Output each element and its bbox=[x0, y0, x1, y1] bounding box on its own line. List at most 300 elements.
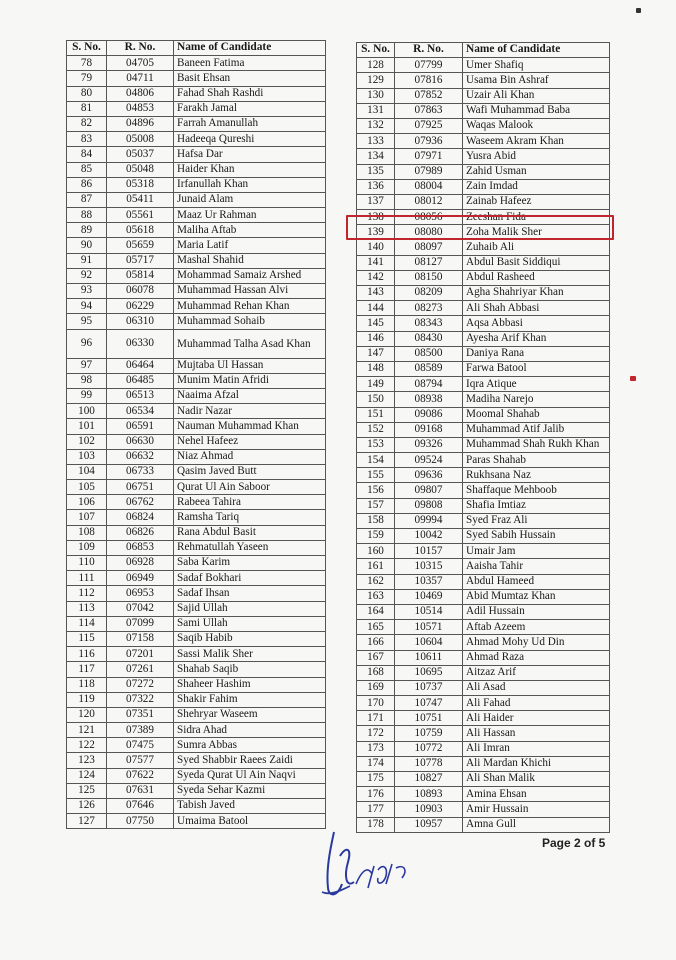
serial-number-cell: 172 bbox=[357, 726, 395, 741]
candidate-name-cell: Aitzaz Arif bbox=[463, 665, 610, 680]
table-row bbox=[357, 134, 610, 149]
roll-number-cell: 04705 bbox=[107, 56, 174, 71]
table-row bbox=[357, 802, 610, 817]
candidate-name-cell: Moomal Shahab bbox=[463, 407, 610, 422]
candidate-name-cell: Irfanullah Khan bbox=[174, 177, 326, 192]
table-row bbox=[67, 510, 326, 525]
roll-number-cell: 08127 bbox=[395, 255, 463, 270]
roll-number-cell: 07272 bbox=[107, 677, 174, 692]
candidate-name-cell: Syed Shabbir Raees Zaidi bbox=[174, 753, 326, 768]
table-row bbox=[67, 223, 326, 238]
candidate-name-cell: Syeda Qurat Ul Ain Naqvi bbox=[174, 768, 326, 783]
roll-number-cell: 06928 bbox=[107, 556, 174, 571]
candidate-name-cell: Haider Khan bbox=[174, 162, 326, 177]
roll-number-cell: 07750 bbox=[107, 814, 174, 829]
table-row bbox=[357, 589, 610, 604]
roll-number-cell: 07261 bbox=[107, 662, 174, 677]
roll-number-cell: 09168 bbox=[395, 422, 463, 437]
serial-number-cell: 140 bbox=[357, 240, 395, 255]
signature bbox=[316, 826, 416, 906]
scan-edge-mark bbox=[630, 376, 636, 381]
serial-number-cell: 165 bbox=[357, 620, 395, 635]
candidate-name-cell: Farrah Amanullah bbox=[174, 116, 326, 131]
roll-number-cell: 05561 bbox=[107, 208, 174, 223]
candidate-name-cell: Ali Shan Malik bbox=[463, 772, 610, 787]
table-header-row bbox=[67, 41, 326, 56]
candidate-name-cell: Ali Mardan Khichi bbox=[463, 756, 610, 771]
table-header-row bbox=[357, 43, 610, 58]
roll-number-cell: 05048 bbox=[107, 162, 174, 177]
candidate-name-cell: Shafia Imtiaz bbox=[463, 498, 610, 513]
candidate-name-cell: Maaz Ur Rahman bbox=[174, 208, 326, 223]
serial-number-cell: 129 bbox=[357, 73, 395, 88]
table-row bbox=[357, 437, 610, 452]
roll-number-cell: 08080 bbox=[395, 225, 463, 240]
candidate-name-cell: Rehmatullah Yaseen bbox=[174, 540, 326, 555]
candidate-name-cell: Usama Bin Ashraf bbox=[463, 73, 610, 88]
candidate-name-cell: Ali Imran bbox=[463, 741, 610, 756]
table-row bbox=[67, 677, 326, 692]
roll-number-cell: 09636 bbox=[395, 468, 463, 483]
serial-number-cell: 90 bbox=[67, 238, 107, 253]
candidate-name-cell: Aaisha Tahir bbox=[463, 559, 610, 574]
table-row bbox=[67, 238, 326, 253]
table-row bbox=[357, 650, 610, 665]
candidate-name-cell: Ahmad Raza bbox=[463, 650, 610, 665]
table-row bbox=[67, 495, 326, 510]
roll-number-cell: 08209 bbox=[395, 286, 463, 301]
roll-number-cell: 09086 bbox=[395, 407, 463, 422]
candidate-name-cell: Sadaf Ihsan bbox=[174, 586, 326, 601]
candidate-name-cell: Umer Shafiq bbox=[463, 58, 610, 73]
table-row bbox=[67, 571, 326, 586]
roll-number-cell: 10747 bbox=[395, 696, 463, 711]
table-row bbox=[67, 799, 326, 814]
table-row bbox=[357, 680, 610, 695]
serial-number-cell: 145 bbox=[357, 316, 395, 331]
candidate-name-cell: Umair Jam bbox=[463, 544, 610, 559]
roll-number-cell: 05318 bbox=[107, 177, 174, 192]
table-row bbox=[67, 314, 326, 329]
roll-number-cell: 10604 bbox=[395, 635, 463, 650]
roll-number-cell: 07577 bbox=[107, 753, 174, 768]
serial-number-cell: 139 bbox=[357, 225, 395, 240]
roll-number-cell: 07042 bbox=[107, 601, 174, 616]
table-row bbox=[67, 162, 326, 177]
header-sno: S. No. bbox=[67, 41, 107, 56]
table-row bbox=[67, 373, 326, 388]
table-row bbox=[67, 177, 326, 192]
serial-number-cell: 156 bbox=[357, 483, 395, 498]
roll-number-cell: 07099 bbox=[107, 616, 174, 631]
candidate-name-cell: Aftab Azeem bbox=[463, 620, 610, 635]
roll-number-cell: 07799 bbox=[395, 58, 463, 73]
table-row bbox=[67, 631, 326, 646]
table-row bbox=[357, 392, 610, 407]
serial-number-cell: 147 bbox=[357, 346, 395, 361]
table-row bbox=[357, 346, 610, 361]
candidate-name-cell: Amir Hussain bbox=[463, 802, 610, 817]
serial-number-cell: 112 bbox=[67, 586, 107, 601]
candidate-name-cell: Ali Shah Abbasi bbox=[463, 301, 610, 316]
serial-number-cell: 154 bbox=[357, 453, 395, 468]
header-name: Name of Candidate bbox=[463, 43, 610, 58]
roll-number-cell: 06733 bbox=[107, 464, 174, 479]
candidate-name-cell: Waqas Malook bbox=[463, 118, 610, 133]
roll-number-cell: 06591 bbox=[107, 419, 174, 434]
roll-number-cell: 07646 bbox=[107, 799, 174, 814]
candidate-name-cell: Abdul Basit Siddiqui bbox=[463, 255, 610, 270]
serial-number-cell: 141 bbox=[357, 255, 395, 270]
serial-number-cell: 120 bbox=[67, 707, 107, 722]
table-row bbox=[357, 665, 610, 680]
table-row bbox=[67, 753, 326, 768]
serial-number-cell: 92 bbox=[67, 268, 107, 283]
table-row bbox=[67, 783, 326, 798]
roll-number-cell: 06826 bbox=[107, 525, 174, 540]
roll-number-cell: 06853 bbox=[107, 540, 174, 555]
serial-number-cell: 130 bbox=[357, 88, 395, 103]
candidate-name-cell: Sidra Ahad bbox=[174, 723, 326, 738]
serial-number-cell: 88 bbox=[67, 208, 107, 223]
table-row bbox=[67, 738, 326, 753]
serial-number-cell: 159 bbox=[357, 529, 395, 544]
serial-number-cell: 100 bbox=[67, 404, 107, 419]
serial-number-cell: 128 bbox=[357, 58, 395, 73]
table-row bbox=[67, 116, 326, 131]
header-sno: S. No. bbox=[357, 43, 395, 58]
serial-number-cell: 85 bbox=[67, 162, 107, 177]
table-row bbox=[67, 662, 326, 677]
roll-number-cell: 10514 bbox=[395, 604, 463, 619]
serial-number-cell: 153 bbox=[357, 437, 395, 452]
candidate-name-cell: Zainab Hafeez bbox=[463, 194, 610, 209]
serial-number-cell: 151 bbox=[357, 407, 395, 422]
table-row bbox=[357, 711, 610, 726]
scan-corner-mark bbox=[636, 8, 641, 13]
table-row bbox=[357, 103, 610, 118]
serial-number-cell: 135 bbox=[357, 164, 395, 179]
table-row bbox=[357, 696, 610, 711]
table-row bbox=[67, 71, 326, 86]
serial-number-cell: 81 bbox=[67, 101, 107, 116]
candidate-name-cell: Nehel Hafeez bbox=[174, 434, 326, 449]
table-row bbox=[67, 616, 326, 631]
candidate-name-cell: Zoha Malik Sher bbox=[463, 225, 610, 240]
table-row bbox=[357, 73, 610, 88]
serial-number-cell: 166 bbox=[357, 635, 395, 650]
serial-number-cell: 83 bbox=[67, 132, 107, 147]
roll-number-cell: 05037 bbox=[107, 147, 174, 162]
serial-number-cell: 158 bbox=[357, 513, 395, 528]
serial-number-cell: 108 bbox=[67, 525, 107, 540]
table-row bbox=[357, 453, 610, 468]
table-row bbox=[67, 556, 326, 571]
table-row bbox=[357, 164, 610, 179]
roll-number-cell: 07475 bbox=[107, 738, 174, 753]
candidate-name-cell: Abid Mumtaz Khan bbox=[463, 589, 610, 604]
serial-number-cell: 93 bbox=[67, 284, 107, 299]
serial-number-cell: 161 bbox=[357, 559, 395, 574]
candidate-name-cell: Shaheer Hashim bbox=[174, 677, 326, 692]
candidate-name-cell: Hadeeqa Qureshi bbox=[174, 132, 326, 147]
candidate-name-cell: Junaid Alam bbox=[174, 192, 326, 207]
serial-number-cell: 96 bbox=[67, 329, 107, 358]
table-row bbox=[67, 284, 326, 299]
candidate-name-cell: Shaffaque Mehboob bbox=[463, 483, 610, 498]
table-row bbox=[67, 586, 326, 601]
table-row bbox=[357, 726, 610, 741]
table-row bbox=[67, 540, 326, 555]
serial-number-cell: 170 bbox=[357, 696, 395, 711]
header-rno: R. No. bbox=[107, 41, 174, 56]
roll-number-cell: 09326 bbox=[395, 437, 463, 452]
table-row bbox=[67, 525, 326, 540]
serial-number-cell: 178 bbox=[357, 817, 395, 832]
table-row bbox=[67, 147, 326, 162]
candidate-name-cell: Umaima Batool bbox=[174, 814, 326, 829]
serial-number-cell: 149 bbox=[357, 377, 395, 392]
table-row bbox=[67, 601, 326, 616]
candidate-name-cell: Amna Gull bbox=[463, 817, 610, 832]
table-row bbox=[357, 361, 610, 376]
roll-number-cell: 10751 bbox=[395, 711, 463, 726]
roll-number-cell: 07201 bbox=[107, 647, 174, 662]
table-row bbox=[357, 529, 610, 544]
roll-number-cell: 09807 bbox=[395, 483, 463, 498]
candidate-name-cell: Nauman Muhammad Khan bbox=[174, 419, 326, 434]
table-row bbox=[357, 118, 610, 133]
roll-number-cell: 06953 bbox=[107, 586, 174, 601]
candidate-name-cell: Uzair Ali Khan bbox=[463, 88, 610, 103]
candidate-name-cell: Zeeshan Fida bbox=[463, 210, 610, 225]
serial-number-cell: 137 bbox=[357, 194, 395, 209]
roll-number-cell: 06762 bbox=[107, 495, 174, 510]
roll-number-cell: 10315 bbox=[395, 559, 463, 574]
serial-number-cell: 163 bbox=[357, 589, 395, 604]
roll-number-cell: 07351 bbox=[107, 707, 174, 722]
candidate-name-cell: Shehryar Waseem bbox=[174, 707, 326, 722]
roll-number-cell: 06630 bbox=[107, 434, 174, 449]
candidate-name-cell: Ahmad Mohy Ud Din bbox=[463, 635, 610, 650]
candidate-name-cell: Naaima Afzal bbox=[174, 388, 326, 403]
roll-number-cell: 06949 bbox=[107, 571, 174, 586]
roll-number-cell: 08056 bbox=[395, 210, 463, 225]
serial-number-cell: 124 bbox=[67, 768, 107, 783]
serial-number-cell: 115 bbox=[67, 631, 107, 646]
serial-number-cell: 138 bbox=[357, 210, 395, 225]
serial-number-cell: 98 bbox=[67, 373, 107, 388]
serial-number-cell: 143 bbox=[357, 286, 395, 301]
table-row bbox=[67, 268, 326, 283]
table-row bbox=[67, 464, 326, 479]
candidate-name-cell: Muhammad Atif Jalib bbox=[463, 422, 610, 437]
serial-number-cell: 116 bbox=[67, 647, 107, 662]
candidate-name-cell: Sumra Abbas bbox=[174, 738, 326, 753]
candidate-name-cell: Muhammad Hassan Alvi bbox=[174, 284, 326, 299]
table-row bbox=[67, 814, 326, 829]
candidate-name-cell: Basit Ehsan bbox=[174, 71, 326, 86]
roll-number-cell: 08500 bbox=[395, 346, 463, 361]
serial-number-cell: 148 bbox=[357, 361, 395, 376]
table-row bbox=[357, 620, 610, 635]
roll-number-cell: 08589 bbox=[395, 361, 463, 376]
candidate-name-cell: Amina Ehsan bbox=[463, 787, 610, 802]
serial-number-cell: 175 bbox=[357, 772, 395, 787]
serial-number-cell: 106 bbox=[67, 495, 107, 510]
table-row bbox=[357, 240, 610, 255]
table-row bbox=[357, 270, 610, 285]
table-row bbox=[67, 192, 326, 207]
serial-number-cell: 121 bbox=[67, 723, 107, 738]
table-row bbox=[357, 513, 610, 528]
serial-number-cell: 102 bbox=[67, 434, 107, 449]
serial-number-cell: 122 bbox=[67, 738, 107, 753]
roll-number-cell: 08343 bbox=[395, 316, 463, 331]
serial-number-cell: 174 bbox=[357, 756, 395, 771]
candidate-name-cell: Niaz Ahmad bbox=[174, 449, 326, 464]
serial-number-cell: 171 bbox=[357, 711, 395, 726]
table-row bbox=[357, 377, 610, 392]
roll-number-cell: 07852 bbox=[395, 88, 463, 103]
candidate-name-cell: Zain Imdad bbox=[463, 179, 610, 194]
candidate-name-cell: Maliha Aftab bbox=[174, 223, 326, 238]
candidate-name-cell: Abdul Hameed bbox=[463, 574, 610, 589]
roll-number-cell: 05659 bbox=[107, 238, 174, 253]
table-row bbox=[67, 692, 326, 707]
roll-number-cell: 08150 bbox=[395, 270, 463, 285]
table-row bbox=[67, 434, 326, 449]
roll-number-cell: 07622 bbox=[107, 768, 174, 783]
roll-number-cell: 10469 bbox=[395, 589, 463, 604]
serial-number-cell: 104 bbox=[67, 464, 107, 479]
candidate-name-cell: Hafsa Dar bbox=[174, 147, 326, 162]
serial-number-cell: 103 bbox=[67, 449, 107, 464]
serial-number-cell: 97 bbox=[67, 358, 107, 373]
table-row bbox=[357, 483, 610, 498]
roll-number-cell: 08004 bbox=[395, 179, 463, 194]
candidate-name-cell: Syed Fraz Ali bbox=[463, 513, 610, 528]
candidate-name-cell: Mujtaba Ul Hassan bbox=[174, 358, 326, 373]
roll-number-cell: 05814 bbox=[107, 268, 174, 283]
table-row bbox=[67, 419, 326, 434]
serial-number-cell: 91 bbox=[67, 253, 107, 268]
serial-number-cell: 109 bbox=[67, 540, 107, 555]
roll-number-cell: 07936 bbox=[395, 134, 463, 149]
roll-number-cell: 06534 bbox=[107, 404, 174, 419]
highlight-box bbox=[346, 215, 614, 240]
candidate-name-cell: Madiha Narejo bbox=[463, 392, 610, 407]
candidate-name-cell: Rabeea Tahira bbox=[174, 495, 326, 510]
candidate-name-cell: Mashal Shahid bbox=[174, 253, 326, 268]
candidate-name-cell: Agha Shahriyar Khan bbox=[463, 286, 610, 301]
roll-number-cell: 09808 bbox=[395, 498, 463, 513]
roll-number-cell: 05411 bbox=[107, 192, 174, 207]
serial-number-cell: 114 bbox=[67, 616, 107, 631]
table-row bbox=[67, 253, 326, 268]
roll-number-cell: 07389 bbox=[107, 723, 174, 738]
table-row bbox=[67, 480, 326, 495]
candidate-name-cell: Shakir Fahim bbox=[174, 692, 326, 707]
candidate-name-cell: Sassi Malik Sher bbox=[174, 647, 326, 662]
candidate-name-cell: Syed Sabih Hussain bbox=[463, 529, 610, 544]
roll-number-cell: 09524 bbox=[395, 453, 463, 468]
header-name: Name of Candidate bbox=[174, 41, 326, 56]
serial-number-cell: 111 bbox=[67, 571, 107, 586]
candidate-name-cell: Wafi Muhammad Baba bbox=[463, 103, 610, 118]
table-row bbox=[67, 404, 326, 419]
serial-number-cell: 134 bbox=[357, 149, 395, 164]
table-row bbox=[357, 286, 610, 301]
roll-number-cell: 10957 bbox=[395, 817, 463, 832]
table-row bbox=[357, 559, 610, 574]
roll-number-cell: 10759 bbox=[395, 726, 463, 741]
table-row bbox=[357, 88, 610, 103]
roll-number-cell: 09994 bbox=[395, 513, 463, 528]
table-row bbox=[357, 422, 610, 437]
candidate-name-cell: Tabish Javed bbox=[174, 799, 326, 814]
roll-number-cell: 10157 bbox=[395, 544, 463, 559]
roll-number-cell: 08012 bbox=[395, 194, 463, 209]
roll-number-cell: 08273 bbox=[395, 301, 463, 316]
table-row bbox=[357, 179, 610, 194]
candidate-name-cell: Waseem Akram Khan bbox=[463, 134, 610, 149]
table-row bbox=[357, 331, 610, 346]
table-row bbox=[67, 56, 326, 71]
serial-number-cell: 126 bbox=[67, 799, 107, 814]
table-row bbox=[67, 707, 326, 722]
candidate-name-cell: Shahab Saqib bbox=[174, 662, 326, 677]
candidate-name-cell: Maria Latif bbox=[174, 238, 326, 253]
table-row bbox=[357, 149, 610, 164]
serial-number-cell: 162 bbox=[357, 574, 395, 589]
candidate-name-cell: Daniya Rana bbox=[463, 346, 610, 361]
table-row bbox=[67, 329, 326, 358]
serial-number-cell: 150 bbox=[357, 392, 395, 407]
serial-number-cell: 123 bbox=[67, 753, 107, 768]
table-row bbox=[67, 132, 326, 147]
candidate-name-cell: Ali Hassan bbox=[463, 726, 610, 741]
table-row bbox=[357, 756, 610, 771]
table-row bbox=[357, 316, 610, 331]
serial-number-cell: 94 bbox=[67, 299, 107, 314]
roll-number-cell: 07971 bbox=[395, 149, 463, 164]
roll-number-cell: 04896 bbox=[107, 116, 174, 131]
serial-number-cell: 176 bbox=[357, 787, 395, 802]
candidate-table-left bbox=[66, 40, 326, 829]
serial-number-cell: 173 bbox=[357, 741, 395, 756]
serial-number-cell: 125 bbox=[67, 783, 107, 798]
roll-number-cell: 06824 bbox=[107, 510, 174, 525]
roll-number-cell: 05008 bbox=[107, 132, 174, 147]
candidate-name-cell: Mohammad Samaiz Arshed bbox=[174, 268, 326, 283]
table-row bbox=[67, 449, 326, 464]
table-row bbox=[357, 407, 610, 422]
roll-number-cell: 10827 bbox=[395, 772, 463, 787]
roll-number-cell: 10772 bbox=[395, 741, 463, 756]
serial-number-cell: 127 bbox=[67, 814, 107, 829]
roll-number-cell: 04806 bbox=[107, 86, 174, 101]
candidate-name-cell: Baneen Fatima bbox=[174, 56, 326, 71]
serial-number-cell: 84 bbox=[67, 147, 107, 162]
serial-number-cell: 79 bbox=[67, 71, 107, 86]
candidate-name-cell: Sadaf Bokhari bbox=[174, 571, 326, 586]
roll-number-cell: 10571 bbox=[395, 620, 463, 635]
roll-number-cell: 10903 bbox=[395, 802, 463, 817]
table-row bbox=[67, 86, 326, 101]
serial-number-cell: 155 bbox=[357, 468, 395, 483]
roll-number-cell: 06632 bbox=[107, 449, 174, 464]
